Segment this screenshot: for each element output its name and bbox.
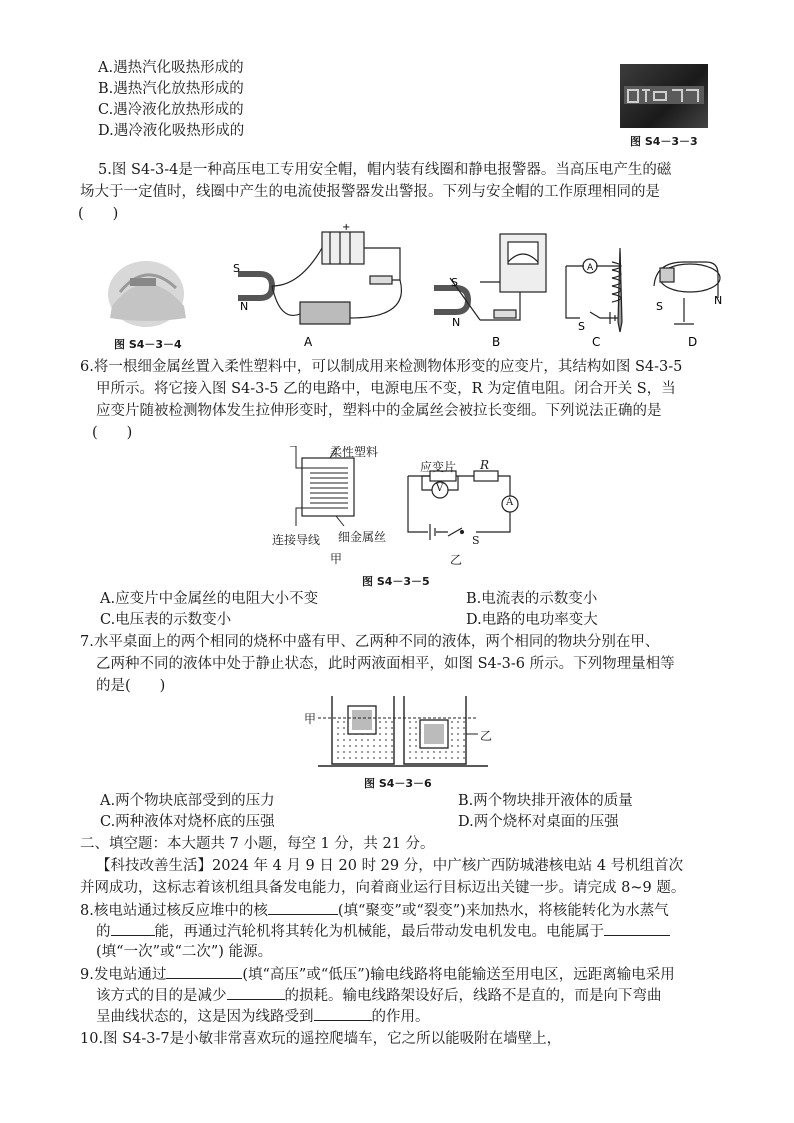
q4-option-a: A.遇热汽化吸热形成的 — [98, 60, 244, 76]
q8-line-3: (填“一次”或“二次”) 能源。 — [96, 944, 273, 960]
q8-line-1 — [80, 900, 669, 921]
fig-s4-3-5-caption: 图 S4－3－5 — [362, 575, 430, 588]
label-strain-gauge: 应变片 — [420, 460, 457, 474]
switch-s-label: S — [472, 534, 480, 547]
q9-blank-3[interactable] — [314, 1006, 372, 1021]
q6-option-c: C.电压表的示数变小 — [100, 612, 232, 628]
q5-line-2: 场大于一定值时，线圈中产生的电流使报警器发出警报。下列与安全帽的工作原理相同的是 — [80, 184, 660, 200]
q4-option-b: B.遇热汽化放热形成的 — [98, 81, 244, 97]
svg-text:N: N — [452, 316, 461, 329]
q7-option-c: C.两种液体对烧杯底的压强 — [100, 814, 275, 830]
q9-line-3 — [96, 1006, 430, 1027]
q8-text-2a: 的 — [96, 924, 111, 940]
q7-option-d: D.两个烧杯对桌面的压强 — [458, 814, 619, 830]
fig-s4-3-3-caption: 图 S4－3－3 — [630, 135, 698, 148]
q8-text-1a: 8.核电站通过核反应堆中的核 — [80, 903, 268, 919]
ammeter-a-label: A — [506, 497, 514, 508]
section2-intro-1: 【科技改善生活】2024 年 4 月 9 日 20 时 29 分，中广核广西防城港核电站 4 号机组首次 — [96, 858, 684, 874]
label-r: R — [480, 458, 490, 472]
fig-s4-3-6-caption: 图 S4－3－6 — [364, 777, 432, 790]
q9-text-3a: 呈曲线状态的，这是因为线路受到 — [96, 1009, 314, 1025]
option-a-diagram — [238, 232, 401, 324]
label-yi: 乙 — [450, 553, 463, 567]
q9-text-1a: 9.发电站通过 — [80, 967, 167, 983]
q4-option-c: C.遇冷液化放热形成的 — [98, 102, 244, 118]
svg-text:N: N — [240, 300, 249, 313]
q4-option-d: D.遇冷液化吸热形成的 — [98, 123, 245, 139]
svg-text:N: N — [714, 294, 723, 307]
q9-text-1b: (填“高压”或“低压”)输电线路将电能输送至用电区，远距离输电采用 — [242, 967, 675, 983]
q10-line-1: 10.图 S4-3-7是小敏非常喜欢玩的遥控爬墙车，它之所以能吸附在墙壁上， — [80, 1031, 562, 1047]
q6-line-3: 应变片随被检测物体发生拉伸形变时，塑料中的金属丝会被拉长变细。下列说法正确的是 — [96, 403, 662, 419]
label-jia: 甲 — [330, 552, 343, 566]
q8-text-2b: 能，再通过汽轮机将其转化为机械能，最后带动发电机发电。电能属于 — [154, 924, 604, 940]
helmet-image — [108, 261, 186, 327]
svg-text:S: S — [233, 262, 240, 275]
q5-line-3: ( ) — [78, 206, 119, 222]
q9-blank-2[interactable] — [227, 985, 285, 1000]
label-flexible-plastic: 柔性塑料 — [330, 445, 379, 459]
q6-line-2: 甲所示。将它接入图 S4-3-5 乙的电路中，电源电压不变，R 为定值电阻。闭合开关 S，当 — [96, 381, 676, 397]
fig-s4-3-4-caption: 图 S4－3－4 — [114, 338, 182, 351]
q9-line-1 — [80, 964, 675, 985]
q7-line-2: 乙两种不同的液体中处于静止状态，此时两液面相平，如图 S4-3-6 所示。下列物理量相等 — [96, 656, 675, 672]
svg-text:S: S — [451, 276, 458, 289]
option-b-label: B — [492, 335, 501, 349]
q9-text-3b: 的作用。 — [371, 1009, 430, 1025]
voltmeter-v-label: V — [436, 483, 444, 494]
q8-blank-1[interactable] — [268, 900, 338, 915]
q6-line-4: ( ) — [92, 425, 133, 441]
beakers-diagram — [318, 690, 488, 770]
q8-blank-3[interactable] — [604, 921, 670, 936]
q7-option-b: B.两个物块排开液体的质量 — [458, 793, 633, 809]
option-d-label: D — [688, 335, 698, 349]
option-a-label: A — [304, 335, 313, 349]
q7-option-a: A.两个物块底部受到的压力 — [100, 793, 275, 809]
section2-intro-2: 并网成功，这标志着该机组具备发电能力，向着商业运行目标迈出关键一步。请完成 8~9 题。 — [80, 880, 686, 896]
ammeter-a-label: A — [587, 263, 594, 273]
q7-line-1: 7.水平桌面上的两个相同的烧杯中盛有甲、乙两种不同的液体，两个相同的物块分别在甲、 — [80, 634, 660, 650]
q6-line-1: 6.将一根细金属丝置入柔性塑料中，可以制成用来检测物体形变的应变片，其结构如图 S4-3-5 — [80, 359, 683, 375]
q8-line-2 — [96, 921, 670, 942]
q5-figures — [100, 222, 740, 352]
svg-text:S: S — [578, 320, 585, 333]
option-c-diagram — [566, 248, 622, 332]
label-metal-wire: 细金属丝 — [338, 530, 387, 544]
option-d-diagram — [654, 262, 723, 324]
q8-text-1b: (填“聚变”或“裂变”)来加热水，将核能转化为水蒸气 — [337, 903, 669, 919]
label-yi-liquid: 乙 — [480, 729, 493, 743]
q6-option-b: B.电流表的示数变小 — [466, 591, 598, 607]
svg-text:S: S — [656, 300, 663, 313]
svg-text:+: + — [342, 222, 351, 233]
q9-text-2b: 的损耗。输电线路架设好后，线路不是直的，而是向下弯曲 — [284, 988, 662, 1004]
q6-option-d: D.电路的电功率变大 — [466, 612, 598, 628]
q9-text-2a: 该方式的目的是减少 — [96, 988, 227, 1004]
label-jia-liquid: 甲 — [304, 712, 317, 726]
option-c-label: C — [592, 335, 601, 349]
fog-photo — [620, 64, 708, 128]
q9-line-2 — [96, 985, 662, 1006]
q9-blank-1[interactable] — [166, 964, 242, 979]
q7-line-3: 的是( ) — [96, 678, 166, 694]
section2-heading: 二、填空题：本大题共 7 小题，每空 1 分，共 21 分。 — [80, 836, 435, 852]
label-connecting-wire: 连接导线 — [272, 533, 321, 547]
q6-option-a: A.应变片中金属丝的电阻大小不变 — [100, 591, 319, 607]
q5-line-1: 5.图 S4-3-4是一种高压电工专用安全帽，帽内装有线圈和静电报警器。当高压电产生的磁 — [98, 162, 672, 178]
q8-blank-2[interactable] — [111, 921, 155, 936]
